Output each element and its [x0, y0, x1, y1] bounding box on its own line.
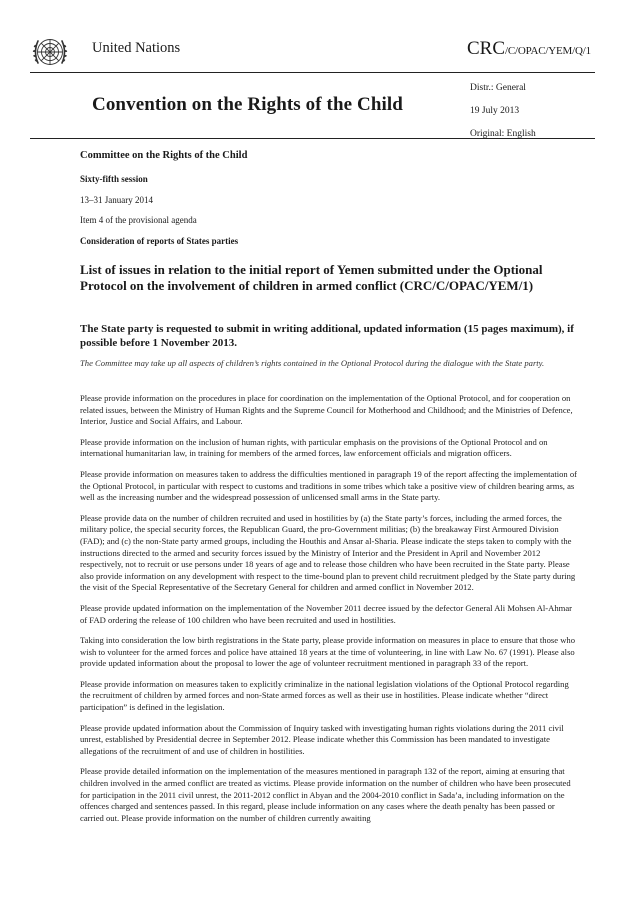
intro-note: The Committee may take up all aspects of children’s rights contained in the Optional Protocol during the dialogue with the State party. — [80, 358, 545, 368]
session-label: Sixty-fifth session — [80, 174, 148, 184]
submission-request: The State party is requested to submit in writing additional, updated information (15 pages maximum), if possible before 1 November 2013. — [80, 323, 574, 349]
committee-name: Committee on the Rights of the Child — [80, 150, 248, 161]
session-dates: 13–31 January 2014 — [80, 195, 153, 205]
original-language: Original: English — [470, 129, 536, 139]
organization-name: United Nations — [92, 40, 181, 56]
issue-paragraph: Taking into consideration the low birth registrations in the State party, please provide information on measures in place to ensure that those who wish to volunteer for the armed forces and police have attained 18 years at the time of volunteering, in line with Law No. 67 (1991). Please also provide updated information about the proposal to lower the age of volunteer recruitment mentioned in paragraph 33 of the report. — [80, 635, 576, 669]
header-rule-top — [30, 72, 595, 73]
header-rule-bottom — [30, 138, 595, 139]
document-symbol-main: CRC — [467, 38, 506, 59]
convention-title: Convention on the Rights of the Child — [92, 94, 403, 115]
document-title: List of issues in relation to the initial report of Yemen submitted under the Optional Protocol on the involvement of children in armed conflict (CRC/C/OPAC/YEM/1) — [80, 262, 543, 293]
issue-paragraph: Please provide information on the procedures in place for coordination on the implementation of the Optional Protocol, and for cooperation on related issues, between the Ministry of Human Rights and the Supreme Council for Motherhood and Childhood; and the Ministries of Defence, Interior, Justice and Social Affairs, and Labour. — [80, 393, 573, 427]
un-emblem-icon — [30, 32, 70, 72]
issue-paragraph: Please provide information on measures taken to explicitly criminalize in the national legislation violations of the Optional Protocol regarding the recruitment of children by armed forces and non-State armed forces as well as their use in hostilities. Please indicate whether “direct participation” is defined in the legislation. — [80, 678, 569, 713]
distribution-label: Distr.: General — [470, 83, 526, 93]
issues-list — [80, 393, 580, 833]
issue-paragraph: Please provide information on the inclusion of human rights, with particular emphasis on the provisions of the Optional Protocol and on international humanitarian law, in training for members of the armed forces, law enforcement officials and migration officers. — [80, 436, 548, 459]
issue-paragraph: Please provide updated information about the Commission of Inquiry tasked with investigating human rights violations during the 2011 civil unrest, established by Presidential decree in September 2012. Please indicate whether this Commission has been mandated to investigate allegations of the recruitment of and use of children in hostilities. — [80, 722, 564, 756]
distribution-block — [470, 77, 536, 146]
issue-paragraph: Please provide information on measures taken to address the difficulties mentioned in paragraph 19 of the report affecting the implementation of the Optional Protocol, in particular with respect to customs and traditions in some tribes which take a positive view of children bearing arms, as well as the increasing number and the widespread possession of unlicensed small arms in the State party. — [80, 468, 578, 503]
issue-paragraph: Please provide detailed information on the implementation of the measures mentioned in paragraph 132 of the report, aiming at ensuring that children involved in the armed conflict are treated as victims. Please provide information on the number of children who have been prosecuted for participation in the 2011 civil unrest, the 2011-2012 conflict in Abyan and the 2004-2010 conflict in Sada’a, including information on the offences charged and sentences passed. In this regard, please include information on any cases where the death penalty has been passed or carried out. Please provide information on the number of children currently awaiting — [80, 766, 571, 823]
agenda-item: Item 4 of the provisional agenda — [80, 215, 197, 225]
document-date: 19 July 2013 — [470, 106, 520, 116]
document-symbol — [467, 38, 591, 60]
issue-paragraph: Please provide data on the number of children recruited and used in hostilities by (a) the State party’s forces, including the armed forces, the military police, the special security forces, the Republican Guard, the pro-Government militias; (b) the breakaway First Armoured Division (FAD); and (c) the non-State party armed groups, including the Houthis and Ansar al-Sharia. Please indicate the steps taken to comply with the instructions directed to the armed and security forces issued by the Ministry of Interior and the President in April and November 2012 respectively, not to recruit or use persons under 18 years of age and to release those children who have been recruited in the State party. Please also provide information on any development with respect to the time-bound plan to prevent child recruitment pledged by the State party during the visit of the Special Representative of the Secretary General for children and armed conflict in November 2012. — [80, 512, 576, 593]
issue-paragraph: Please provide updated information on the implementation of the November 2011 decree issued by the defector General Ali Mohsen Al-Ahmar of FAD ordering the release of 100 children who have been recruited and used in hostilities. — [80, 602, 573, 625]
document-symbol-suffix: /C/OPAC/YEM/Q/1 — [505, 45, 591, 57]
consideration-heading: Consideration of reports of States parties — [80, 236, 239, 246]
